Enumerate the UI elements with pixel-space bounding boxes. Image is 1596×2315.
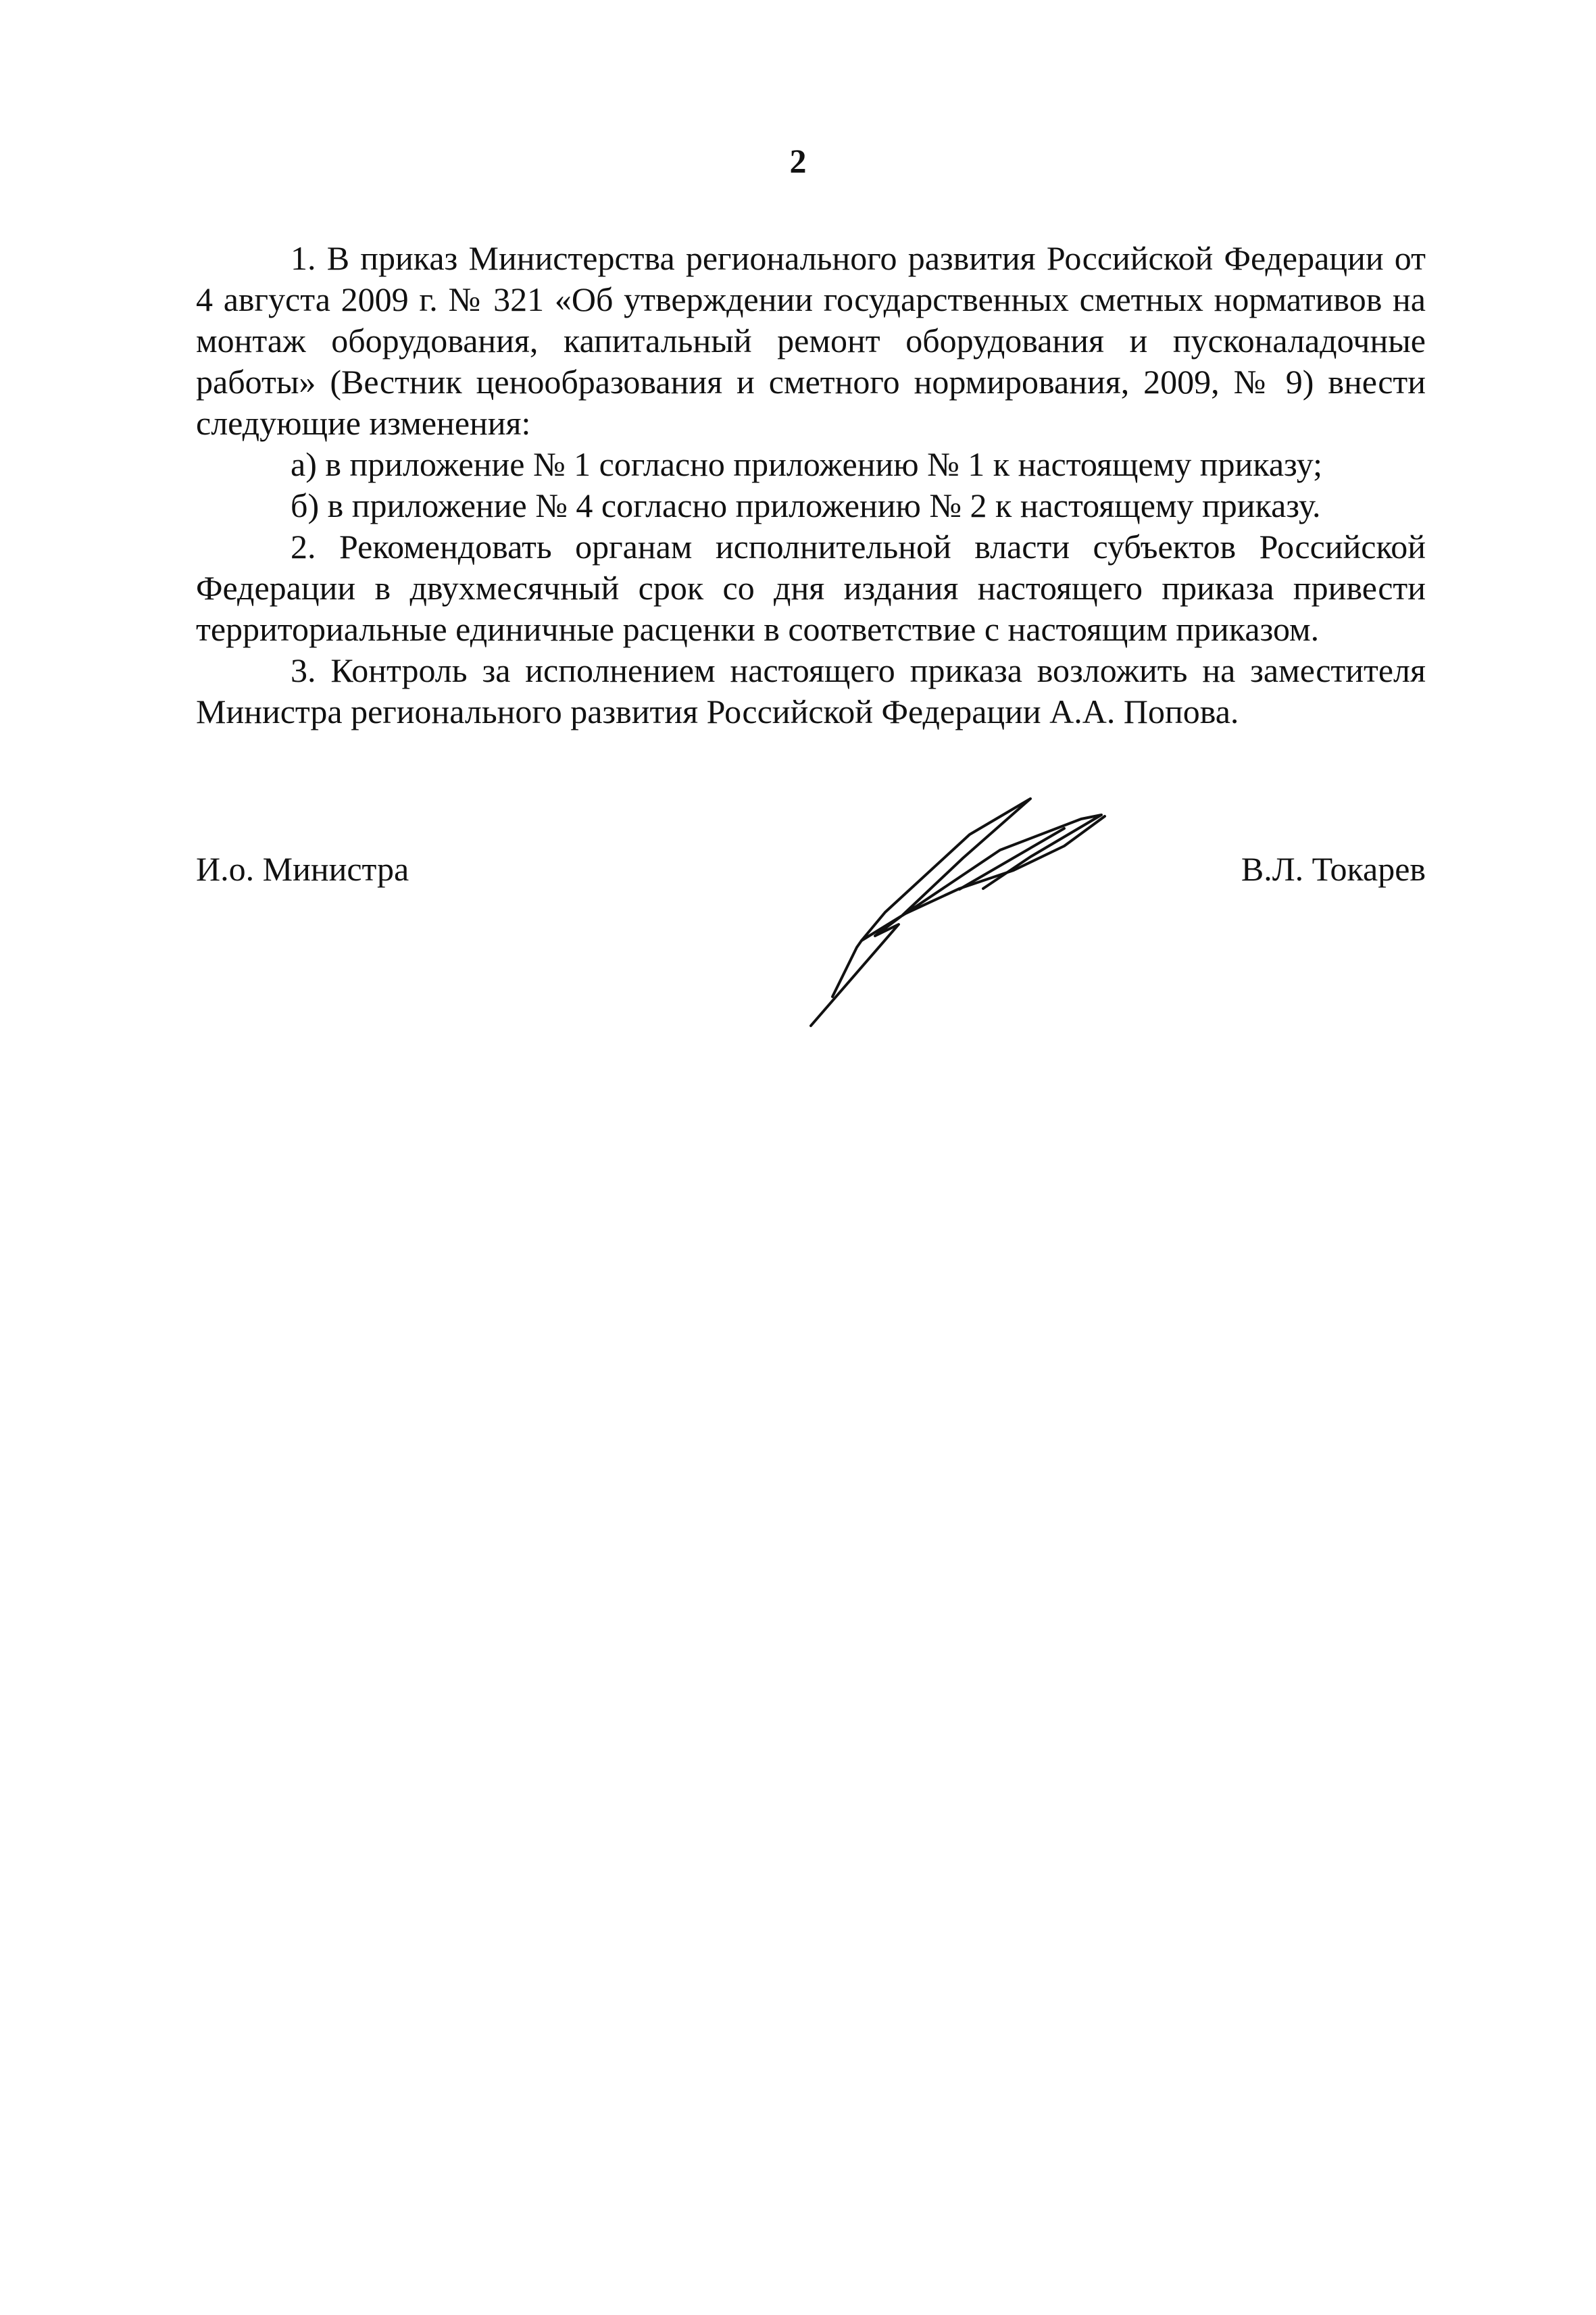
paragraph-3: 3. Контроль за исполнением настоящего приказа возложить на заместителя Министра регионального развития Российской Федерации А.А. Попова.: [196, 651, 1426, 730]
document-body: [196, 238, 1426, 732]
paragraph-1a: а) в приложение № 1 согласно приложению № 1 к настоящему приказу;: [291, 445, 1322, 483]
page-number: 2: [789, 142, 807, 180]
signatory-name: В.Л. Токарев: [1241, 850, 1426, 888]
handwritten-signature: [797, 770, 1176, 1041]
paragraph-1b: б) в приложение № 4 согласно приложению № 2 к настоящему приказу.: [291, 487, 1321, 524]
signatory-role: И.о. Министра: [196, 850, 409, 888]
paragraph-1: 1. В приказ Министерства регионального развития Российской Федерации от 4 августа 2009 г. № 321 «Об утверждении государственных сметных нормативов на монтаж оборудования, капитальный ремонт оборудования и пусконаладочные работы» (Вестник ценообразования и сметного нормирования, 2009, № 9) внести следующие изменения:: [196, 239, 1426, 442]
paragraph-2: 2. Рекомендовать органам исполнительной власти субъектов Российской Федерации в двухмесячный срок со дня издания настоящего приказа привести территориальные единичные расценки в соответствие с настоящим приказом.: [196, 528, 1426, 648]
